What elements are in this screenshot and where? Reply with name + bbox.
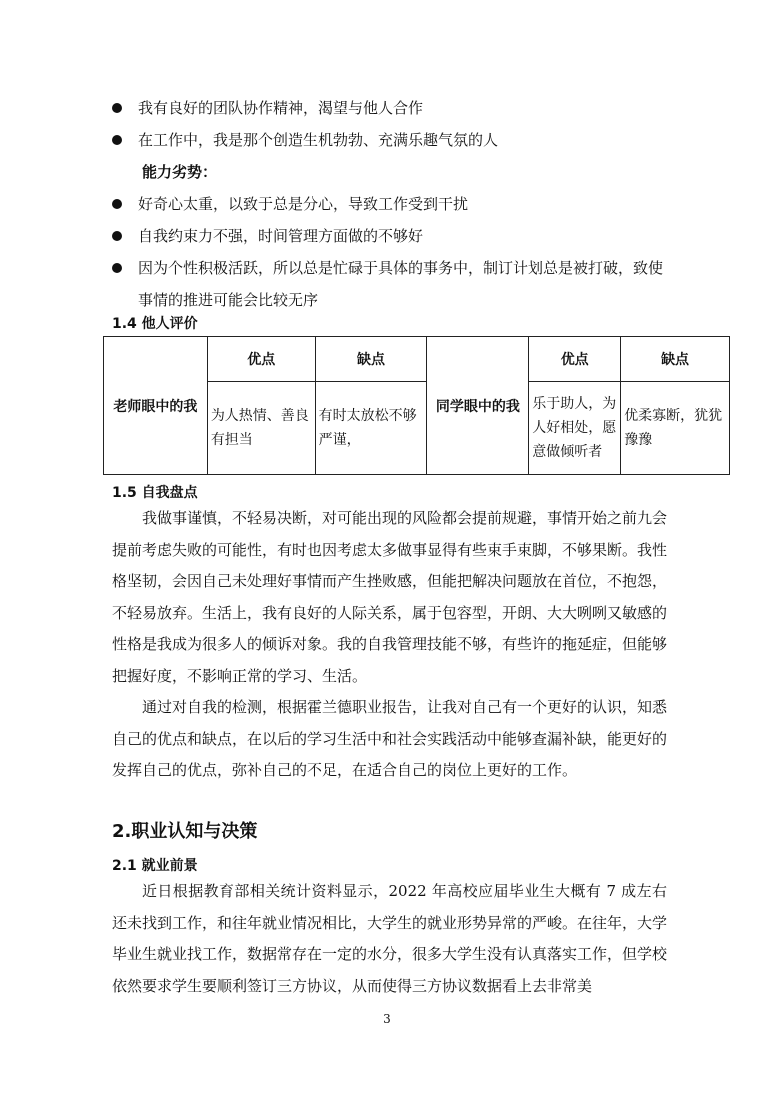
classmate-label: 同学眼中的我: [427, 337, 529, 475]
paragraph: 我做事谨慎，不轻易决断，对可能出现的风险都会提前规避，事情开始之前九会提前考虑失败的可能性，有时也因考虑太多做事显得有些束手束脚，不够果断。我性格坚韧，会因自己未处理好事情而产生挫败感，但能把解决问题放在首位，不抱怨，不轻易放弃。生活上，我有良好的人际关系，属于包容型，开朗、大大咧咧又敏感的性格是我成为很多人的倾诉对象。我的自我管理技能不够，有些许的拖延症，但能够把握好度，不影响正常的学习、生活。: [112, 509, 668, 685]
page-number: 3: [383, 1012, 391, 1026]
column-header-pros: 优点: [207, 337, 315, 382]
section-heading-1-4: 1.4 他人评价: [112, 316, 198, 332]
list-item: [112, 252, 672, 316]
bullet-dot-icon: [112, 199, 122, 209]
table-row: [104, 337, 730, 382]
list-item: [112, 188, 672, 220]
paragraph: 通过对自我的检测，根据霍兰德职业报告，让我对自己有一个更好的认识，知悉自己的优点和缺点，在以后的学习生活中和社会实践活动中能够查漏补缺，能更好的发挥自己的优点，弥补自己的不足，在适合自己的岗位上更好的工作。: [112, 698, 668, 779]
section-heading-2-1: 2.1 就业前景: [112, 858, 198, 874]
list-item: [112, 124, 672, 156]
teacher-pros-cell: 为人热情、善良有担当: [207, 382, 315, 475]
column-header-pros: 优点: [529, 337, 621, 382]
classmate-cons-cell: 优柔寡断，犹犹豫豫: [621, 382, 730, 475]
classmate-pros-cell: 乐于助人，为人好相处，愿意做倾听者: [529, 382, 621, 475]
paragraph: 近日根据教育部相关统计资料显示，2022 年高校应届毕业生大概有 7 成左右还未找到工作，和往年就业情况相比，大学生的就业形势异常的严峻。在往年，大学毕业生就业找工作，数据常存在一定的水分，很多大学生没有认真落实工作，但学校依然要求学生要顺利签订三方协议，从而使得三方协议数据看上去非常美: [112, 882, 668, 995]
section-heading-2: 2.职业认知与决策: [112, 821, 258, 842]
bullet-dot-icon: [112, 263, 122, 273]
weakness-heading: 能力劣势：: [142, 163, 218, 181]
teacher-label: 老师眼中的我: [104, 337, 208, 475]
list-item-text: 在工作中，我是那个创造生机勃勃、充满乐趣气氛的人: [138, 131, 499, 149]
list-item-text: 好奇心太重，以致于总是分心，导致工作受到干扰: [138, 195, 469, 213]
column-header-cons: 缺点: [621, 337, 730, 382]
list-item: [112, 220, 672, 252]
bullet-dot-icon: [112, 103, 122, 113]
section-heading-1-5: 1.5 自我盘点: [112, 485, 198, 501]
self-review-body: [112, 503, 667, 787]
column-header-cons: 缺点: [315, 337, 427, 382]
bullet-dot-icon: [112, 231, 122, 241]
employment-outlook-body: [112, 876, 667, 1002]
evaluation-table: [103, 336, 730, 475]
bullet-list: [112, 92, 672, 316]
list-item: [112, 92, 672, 124]
list-item-text: 自我约束力不强，时间管理方面做的不够好: [138, 227, 424, 245]
list-item-text: 因为个性积极活跃，所以总是忙碌于具体的事务中，制订计划总是被打破，致使事情的推进可能会比较无序: [138, 259, 664, 309]
bullet-dot-icon: [112, 135, 122, 145]
list-item-text: 我有良好的团队协作精神，渴望与他人合作: [138, 99, 424, 117]
teacher-cons-cell: 有时太放松不够严谨，: [315, 382, 427, 475]
